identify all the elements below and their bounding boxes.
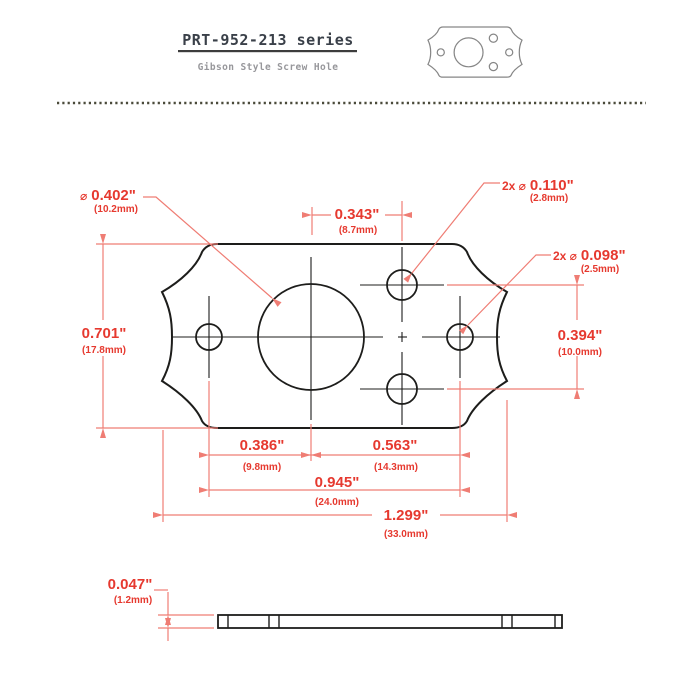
dim-thickness-mm: (1.2mm) [113, 595, 153, 606]
dimension-labels [80, 177, 626, 606]
dim-screw-spacing-mm: (10.0mm) [558, 347, 602, 358]
plate-top-view [162, 244, 507, 428]
dim-hole-span-mm: (24.0mm) [315, 497, 359, 508]
side-view-feature-lines [228, 615, 555, 628]
thumbnail-right-hole [506, 49, 513, 56]
dim-thickness-inch: 0.047" [107, 576, 153, 593]
leader-right-hole [468, 255, 551, 325]
dim-top-spacing-mm: (8.7mm) [338, 225, 378, 236]
dim-large-hole-inch: ⌀ 0.402" [80, 187, 136, 204]
dim-overall-width-mm: (33.0mm) [384, 529, 428, 540]
dim-right-hole-mm: (2.5mm) [580, 264, 620, 275]
dim-screw-spacing-inch: 0.394" [557, 327, 603, 344]
dim-right-hole-inch: 2x ⌀ 0.098" [553, 247, 626, 264]
leader-top-screw-hole [412, 183, 500, 273]
header [178, 27, 522, 77]
title-underline [178, 50, 357, 52]
dim-right-spacing-inch: 0.563" [372, 437, 418, 454]
dim-top-screw-hole-mm: (2.8mm) [529, 193, 569, 204]
dim-top-screw-hole-inch: 2x ⌀ 0.110" [502, 177, 574, 194]
dim-overall-width-inch: 1.299" [383, 507, 429, 524]
page-subtitle: Gibson Style Screw Hole [197, 62, 339, 73]
extension-lines [96, 201, 584, 628]
dim-left-spacing-mm: (9.8mm) [242, 462, 282, 473]
thumbnail-bottom-screw-hole [489, 62, 497, 70]
plate-side-view [218, 615, 562, 628]
dim-right-spacing-mm: (14.3mm) [374, 462, 418, 473]
thumbnail-large-hole [454, 38, 483, 67]
dim-left-spacing-inch: 0.386" [239, 437, 285, 454]
dim-hole-span-inch: 0.945" [314, 474, 360, 491]
thumbnail-left-hole [437, 49, 444, 56]
part-thumbnail [428, 27, 522, 77]
thumbnail-top-screw-hole [489, 34, 497, 42]
thumbnail-plate-outline [428, 27, 522, 77]
plate-outline [162, 244, 507, 428]
page-title: PRT-952-213 series [182, 31, 354, 49]
dim-large-hole-mm: (10.2mm) [94, 204, 138, 215]
dim-top-spacing-inch: 0.343" [334, 206, 380, 223]
dim-height-mm: (17.8mm) [82, 345, 126, 356]
dimension-annotations [80, 177, 626, 641]
dim-height-inch: 0.701" [81, 325, 127, 342]
